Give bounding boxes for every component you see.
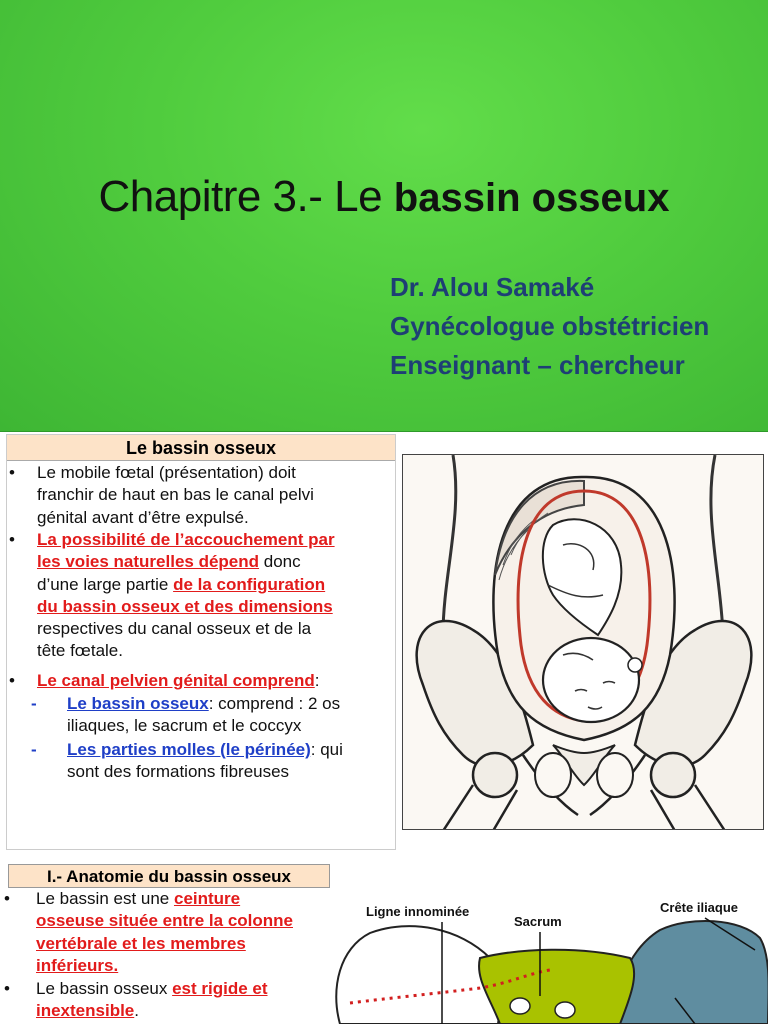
text-span: : comprend : 2 os xyxy=(208,694,341,713)
emphasis-text: du bassin osseux et des dimensions xyxy=(37,596,333,616)
title-slide xyxy=(0,0,768,432)
text-panel xyxy=(6,434,396,850)
fetus-pelvis-illustration xyxy=(402,454,764,830)
bullet-canal-pelvien xyxy=(37,670,395,692)
text-line: respectives du canal osseux et de la xyxy=(37,619,312,639)
bullet-mobile-foetal xyxy=(37,462,395,529)
label-crete-iliaque: Crête iliaque xyxy=(660,900,739,915)
text-span: . xyxy=(134,1001,139,1021)
emphasis-text: les voies naturelles dépend xyxy=(37,552,260,572)
text-span: Le bassin est une xyxy=(36,889,174,908)
text-span: : qui xyxy=(310,740,343,759)
emphasis-text: Le bassin osseux xyxy=(67,694,209,713)
subbullet-parties-molles xyxy=(67,739,397,784)
pelvis-anatomy-figure xyxy=(330,898,768,1024)
label-ligne-innominee: Ligne innominée xyxy=(366,904,470,919)
panel-header: I.- Anatomie du bassin osseux xyxy=(8,864,330,888)
text-line: iliaques, le sacrum et le coccyx xyxy=(67,716,302,736)
bullet-possibilite xyxy=(37,529,395,663)
author-block xyxy=(390,268,709,385)
text-span: donc xyxy=(259,552,301,572)
emphasis-text: inférieurs. xyxy=(36,955,119,975)
text-span: : xyxy=(314,671,320,690)
emphasis-text: osseuse située entre la colonne xyxy=(36,911,293,931)
dash-marker: - xyxy=(31,740,37,759)
bullet-rigide xyxy=(36,978,330,1023)
bullet-marker: • xyxy=(4,889,10,908)
subbullet-bassin-osseux xyxy=(67,693,397,738)
emphasis-text: est rigide et xyxy=(172,979,268,998)
emphasis-text: de la configuration xyxy=(173,574,326,594)
text-span: d’une large partie xyxy=(37,574,174,594)
dash-marker: - xyxy=(31,694,37,713)
text-line: génital avant d’être expulsé. xyxy=(37,507,249,527)
text-line: sont des formations fibreuses xyxy=(67,762,290,782)
fetus-pelvis-drawing xyxy=(403,455,764,830)
text-line: Le mobile fœtal (présentation) doit xyxy=(37,463,296,482)
bullet-marker: • xyxy=(9,671,15,690)
slide-bassin-osseux xyxy=(0,432,768,856)
text-line: franchir de haut en bas le canal pelvi xyxy=(37,485,314,505)
emphasis-text: inextensible xyxy=(36,1001,135,1021)
title-bold: bassin osseux xyxy=(393,176,670,220)
panel-header: Le bassin osseux xyxy=(7,435,395,461)
bullet-marker: • xyxy=(9,463,15,482)
label-sacrum: Sacrum xyxy=(514,914,562,929)
slide-title xyxy=(0,172,768,222)
author-position: Enseignant – chercheur xyxy=(390,350,685,380)
bullet-marker: • xyxy=(9,530,15,549)
author-role: Gynécologue obstétricien xyxy=(390,311,710,341)
emphasis-text: vertébrale et les membres xyxy=(36,933,246,953)
title-regular: Chapitre 3.- Le xyxy=(98,172,394,221)
emphasis-text: Le canal pelvien génital comprend xyxy=(37,671,315,690)
author-name: Dr. Alou Samaké xyxy=(390,272,595,302)
text-line: tête fœtale. xyxy=(37,641,123,661)
bullet-marker: • xyxy=(4,979,10,998)
slide-anatomie xyxy=(0,856,768,1024)
bullet-ceinture xyxy=(36,888,330,977)
emphasis-text: Les parties molles (le périnée) xyxy=(67,740,311,759)
emphasis-text: La possibilité de l’accouchement par xyxy=(37,530,335,549)
text-span: Le bassin osseux xyxy=(36,979,173,998)
pelvis-anatomy-drawing xyxy=(330,898,768,1024)
emphasis-text: ceinture xyxy=(173,889,241,908)
